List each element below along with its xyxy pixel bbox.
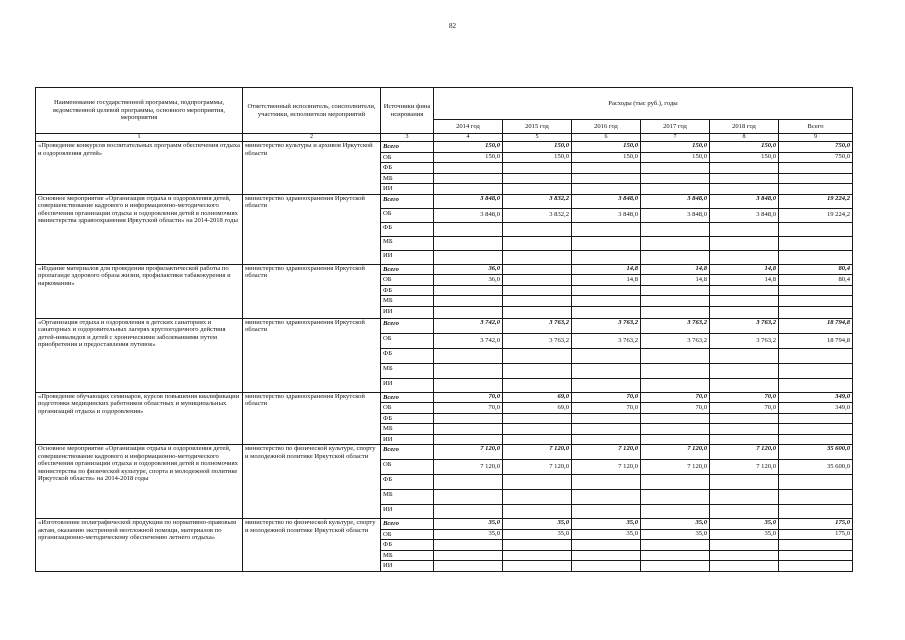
page-number: 82 — [449, 22, 456, 30]
year-value: 3 763,2 — [641, 333, 710, 348]
total-value — [779, 348, 853, 363]
year-value — [434, 540, 503, 551]
funding-source: ИИ — [381, 505, 434, 519]
year-value — [434, 236, 503, 250]
total-value: 750,0 — [779, 152, 853, 163]
year-value: 14,8 — [641, 275, 710, 286]
total-value: 750,0 — [779, 142, 853, 153]
total-value — [779, 378, 853, 392]
header-year: 2015 год — [503, 120, 572, 134]
executor-name: министерство здравоохранения Иркутской области — [243, 264, 381, 318]
year-value — [503, 490, 572, 505]
year-value: 3 763,2 — [710, 318, 779, 333]
year-value: 70,0 — [572, 392, 641, 403]
activity-name: Основное мероприятие «Организация отдыха и оздоровления детей, совершенствование кадрового и информационно-методического обеспечения организации отдыха и оздоровления детей в полномочиях министерства здравоохранения Иркутской области» на 2014-2018 годы — [36, 194, 243, 264]
funding-source: Всего — [381, 445, 434, 460]
column-number: 6 — [572, 134, 641, 142]
year-value: 35,0 — [434, 529, 503, 540]
activity-name: Основное мероприятие «Организация отдыха и оздоровления детей, совершенствование кадрового и информационно-методического обеспечения организации отдыха и оздоровления детей в полномочиях министерства по физической культуре, спорта и молодежной политике Иркутской области» на 2014-2018 годы — [36, 445, 243, 519]
year-value — [641, 475, 710, 490]
funding-source: МБ — [381, 424, 434, 435]
header-year: 2018 год — [710, 120, 779, 134]
funding-source: ФБ — [381, 285, 434, 296]
year-value — [572, 236, 641, 250]
year-value: 70,0 — [710, 392, 779, 403]
total-value: 80,4 — [779, 275, 853, 286]
year-value: 3 848,0 — [572, 194, 641, 208]
year-value: 14,8 — [572, 275, 641, 286]
funding-source: ИИ — [381, 434, 434, 445]
funding-source: ФБ — [381, 540, 434, 551]
total-value — [779, 434, 853, 445]
year-value — [641, 173, 710, 184]
executor-name: министерство по физической культуре, спорту и молодежной политике Иркутской области — [243, 445, 381, 519]
column-number: 3 — [381, 134, 434, 142]
year-value — [503, 306, 572, 318]
year-value: 7 120,0 — [434, 445, 503, 460]
funding-source: ФБ — [381, 163, 434, 174]
year-value: 150,0 — [710, 142, 779, 153]
year-value — [434, 250, 503, 264]
year-value: 35,0 — [572, 519, 641, 530]
total-value — [779, 173, 853, 184]
year-value — [503, 424, 572, 435]
total-value: 349,0 — [779, 392, 853, 403]
year-value: 7 120,0 — [503, 460, 572, 475]
year-value: 3 763,2 — [710, 333, 779, 348]
year-value: 14,8 — [572, 264, 641, 275]
column-number: 2 — [243, 134, 381, 142]
total-value — [779, 413, 853, 424]
year-value: 70,0 — [572, 403, 641, 414]
total-value: 35 600,0 — [779, 460, 853, 475]
total-value: 18 794,8 — [779, 318, 853, 333]
funding-source: МБ — [381, 296, 434, 307]
year-value — [503, 561, 572, 572]
header-source: Источники финансирования — [381, 88, 434, 134]
year-value — [434, 505, 503, 519]
year-value: 3 848,0 — [641, 194, 710, 208]
table-row — [36, 445, 853, 460]
total-value — [779, 296, 853, 307]
year-value — [503, 540, 572, 551]
total-value — [779, 561, 853, 572]
year-value: 150,0 — [572, 152, 641, 163]
year-value: 150,0 — [710, 152, 779, 163]
year-value — [572, 434, 641, 445]
year-value — [572, 561, 641, 572]
year-value: 70,0 — [710, 403, 779, 414]
year-value: 3 742,0 — [434, 318, 503, 333]
year-value: 35,0 — [572, 529, 641, 540]
year-value: 14,8 — [641, 264, 710, 275]
year-value — [641, 413, 710, 424]
year-value: 7 120,0 — [710, 460, 779, 475]
year-value — [572, 413, 641, 424]
year-value — [572, 475, 641, 490]
total-value — [779, 250, 853, 264]
year-value — [572, 348, 641, 363]
header-total: Всего — [779, 120, 853, 134]
executor-name: министерство здравоохранения Иркутской области — [243, 392, 381, 445]
year-value: 7 120,0 — [641, 460, 710, 475]
year-value: 36,0 — [434, 264, 503, 275]
year-value: 70,0 — [434, 403, 503, 414]
year-value — [434, 296, 503, 307]
activity-name: «Организация отдыха и оздоровления в детских санаториях и санаторных и оздоровительных лагерях круглогодичного действия детей-инвалидов и детей с хроническими заболеваниями путем приобретения и предоставления путевок» — [36, 318, 243, 392]
year-value: 3 848,0 — [434, 208, 503, 222]
year-value — [503, 173, 572, 184]
year-value — [503, 413, 572, 424]
year-value — [710, 236, 779, 250]
column-number: 4 — [434, 134, 503, 142]
total-value — [779, 490, 853, 505]
year-value — [503, 378, 572, 392]
year-value — [641, 184, 710, 195]
total-value: 175,0 — [779, 529, 853, 540]
year-value — [710, 540, 779, 551]
year-value — [710, 434, 779, 445]
total-value — [779, 163, 853, 174]
year-value — [710, 550, 779, 561]
year-value — [572, 222, 641, 236]
total-value: 80,4 — [779, 264, 853, 275]
funding-source: ОБ — [381, 333, 434, 348]
year-value — [434, 184, 503, 195]
year-value — [434, 550, 503, 561]
funding-source: Всего — [381, 264, 434, 275]
year-value — [434, 163, 503, 174]
year-value: 69,0 — [503, 392, 572, 403]
funding-source: ИИ — [381, 250, 434, 264]
total-value — [779, 550, 853, 561]
year-value — [641, 306, 710, 318]
year-value — [572, 285, 641, 296]
funding-source: МБ — [381, 490, 434, 505]
year-value — [710, 363, 779, 378]
funding-source: ФБ — [381, 348, 434, 363]
executor-name: министерство по физической культуре, спорту и молодежной политике Иркутской области — [243, 519, 381, 572]
year-value — [641, 250, 710, 264]
year-value — [710, 163, 779, 174]
year-value — [434, 306, 503, 318]
year-value — [710, 490, 779, 505]
year-value — [434, 490, 503, 505]
year-value — [503, 434, 572, 445]
executor-name: министерство здравоохранения Иркутской области — [243, 194, 381, 264]
header-expenses: Расходы (тыс руб.), годы — [434, 88, 853, 120]
year-value — [434, 378, 503, 392]
funding-source: ФБ — [381, 222, 434, 236]
year-value — [641, 222, 710, 236]
funding-source: ИИ — [381, 378, 434, 392]
year-value — [710, 561, 779, 572]
year-value — [641, 363, 710, 378]
year-value — [641, 378, 710, 392]
executor-name: министерство здравоохранения Иркутской области — [243, 318, 381, 392]
year-value — [503, 550, 572, 561]
year-value — [641, 540, 710, 551]
year-value — [710, 505, 779, 519]
header-name: Наименование государственной программы, подпрограммы, ведомственной целевой программы, основного мероприятия, мероприятия — [36, 88, 243, 134]
funding-source: Всего — [381, 194, 434, 208]
column-number: 9 — [779, 134, 853, 142]
funding-source: ОБ — [381, 275, 434, 286]
year-value — [641, 163, 710, 174]
header-year: 2014 год — [434, 120, 503, 134]
year-value — [572, 184, 641, 195]
year-value: 3 848,0 — [572, 208, 641, 222]
year-value — [572, 550, 641, 561]
year-value — [710, 348, 779, 363]
year-value — [434, 173, 503, 184]
funding-source: МБ — [381, 173, 434, 184]
year-value — [503, 250, 572, 264]
year-value: 35,0 — [434, 519, 503, 530]
table-row — [36, 519, 853, 530]
total-value: 19 224,2 — [779, 194, 853, 208]
year-value: 3 848,0 — [434, 194, 503, 208]
year-value: 35,0 — [503, 519, 572, 530]
year-value — [503, 264, 572, 275]
total-value — [779, 285, 853, 296]
year-value — [503, 348, 572, 363]
year-value — [434, 424, 503, 435]
table-row — [36, 264, 853, 275]
header-year: 2017 год — [641, 120, 710, 134]
total-value: 18 794,8 — [779, 333, 853, 348]
year-value — [641, 550, 710, 561]
funding-source: ОБ — [381, 460, 434, 475]
year-value: 7 120,0 — [434, 460, 503, 475]
total-value — [779, 424, 853, 435]
year-value: 35,0 — [710, 519, 779, 530]
funding-source: ИИ — [381, 561, 434, 572]
year-value: 35,0 — [503, 529, 572, 540]
budget-table — [35, 87, 853, 572]
year-value — [710, 250, 779, 264]
budget-table-body — [36, 142, 853, 572]
total-value — [779, 505, 853, 519]
year-value: 3 763,2 — [503, 318, 572, 333]
year-value — [710, 184, 779, 195]
table-row — [36, 142, 853, 153]
year-value — [434, 363, 503, 378]
activity-name: «Проведение обучающих семинаров, курсов повышения квалификации подготовки медицинских работников областных и муниципальных организаций отдыха и оздоровления» — [36, 392, 243, 445]
total-value — [779, 184, 853, 195]
year-value: 70,0 — [434, 392, 503, 403]
year-value: 150,0 — [572, 142, 641, 153]
year-value — [710, 285, 779, 296]
funding-source: ОБ — [381, 403, 434, 414]
year-value: 7 120,0 — [710, 445, 779, 460]
funding-source: Всего — [381, 318, 434, 333]
year-value — [434, 434, 503, 445]
funding-source: МБ — [381, 236, 434, 250]
year-value — [572, 363, 641, 378]
table-row — [36, 194, 853, 208]
year-value — [503, 363, 572, 378]
year-value — [710, 413, 779, 424]
total-value: 19 224,2 — [779, 208, 853, 222]
year-value: 70,0 — [641, 392, 710, 403]
table-row — [36, 318, 853, 333]
year-value — [641, 434, 710, 445]
activity-name: «Изготовление полиграфической продукции по нормативно-правовым актам, оказанию экстренной неотложной помощи, материалов по организационно-методическому обеспечению летнего отдыха» — [36, 519, 243, 572]
year-value: 35,0 — [641, 519, 710, 530]
funding-source: ФБ — [381, 475, 434, 490]
year-value — [503, 505, 572, 519]
year-value: 7 120,0 — [641, 445, 710, 460]
year-value — [572, 540, 641, 551]
year-value — [572, 378, 641, 392]
funding-source: ФБ — [381, 413, 434, 424]
funding-source: МБ — [381, 550, 434, 561]
column-number: 5 — [503, 134, 572, 142]
year-value — [434, 413, 503, 424]
year-value — [572, 250, 641, 264]
year-value: 14,8 — [710, 275, 779, 286]
year-value — [710, 378, 779, 392]
year-value — [572, 306, 641, 318]
year-value — [572, 173, 641, 184]
year-value — [641, 236, 710, 250]
year-value: 150,0 — [434, 152, 503, 163]
year-value: 7 120,0 — [572, 460, 641, 475]
year-value: 3 848,0 — [641, 208, 710, 222]
total-value — [779, 306, 853, 318]
year-value — [503, 184, 572, 195]
total-value — [779, 363, 853, 378]
year-value: 150,0 — [503, 142, 572, 153]
total-value — [779, 236, 853, 250]
total-value: 35 600,0 — [779, 445, 853, 460]
funding-source: Всего — [381, 519, 434, 530]
funding-source: ОБ — [381, 152, 434, 163]
column-number: 8 — [710, 134, 779, 142]
activity-name: «Издание материалов для проведения профилактической работы по пропаганде здорового образа жизни, профилактики табакокурения и наркомании» — [36, 264, 243, 318]
funding-source: ИИ — [381, 306, 434, 318]
year-value — [641, 424, 710, 435]
year-value: 3 763,2 — [503, 333, 572, 348]
header-executor: Ответственный исполнитель, соисполнители, участники, исполнители мероприятий — [243, 88, 381, 134]
total-value — [779, 475, 853, 490]
funding-source: ОБ — [381, 529, 434, 540]
year-value — [710, 173, 779, 184]
column-number: 7 — [641, 134, 710, 142]
funding-source: ОБ — [381, 208, 434, 222]
year-value — [434, 561, 503, 572]
year-value — [641, 490, 710, 505]
year-value — [572, 296, 641, 307]
year-value: 3 763,2 — [572, 318, 641, 333]
year-value: 14,8 — [710, 264, 779, 275]
year-value — [434, 222, 503, 236]
year-value: 150,0 — [641, 142, 710, 153]
year-value — [572, 424, 641, 435]
year-value — [503, 236, 572, 250]
year-value: 3 763,2 — [641, 318, 710, 333]
year-value — [641, 285, 710, 296]
year-value — [503, 285, 572, 296]
year-value — [572, 163, 641, 174]
year-value: 3 832,2 — [503, 194, 572, 208]
funding-source: ИИ — [381, 184, 434, 195]
year-value — [503, 296, 572, 307]
year-value: 35,0 — [710, 529, 779, 540]
year-value: 3 742,0 — [434, 333, 503, 348]
year-value: 150,0 — [434, 142, 503, 153]
year-value — [641, 561, 710, 572]
funding-source: МБ — [381, 363, 434, 378]
year-value: 150,0 — [503, 152, 572, 163]
year-value — [434, 285, 503, 296]
total-value — [779, 540, 853, 551]
executor-name: министерство культуры и архивов Иркутской области — [243, 142, 381, 195]
header-year: 2016 год — [572, 120, 641, 134]
year-value: 70,0 — [641, 403, 710, 414]
year-value: 35,0 — [641, 529, 710, 540]
year-value: 3 763,2 — [572, 333, 641, 348]
year-value: 3 832,2 — [503, 208, 572, 222]
year-value: 3 848,0 — [710, 194, 779, 208]
activity-name: «Проведение конкурсов воспитательных программ обеспечения отдыха и оздоровления детей» — [36, 142, 243, 195]
year-value — [710, 222, 779, 236]
total-value — [779, 222, 853, 236]
year-value — [710, 306, 779, 318]
year-value — [503, 163, 572, 174]
table-row — [36, 392, 853, 403]
year-value: 3 848,0 — [710, 208, 779, 222]
year-value — [503, 275, 572, 286]
year-value — [434, 348, 503, 363]
year-value: 69,0 — [503, 403, 572, 414]
year-value — [710, 475, 779, 490]
total-value: 349,0 — [779, 403, 853, 414]
funding-source: Всего — [381, 392, 434, 403]
year-value — [503, 222, 572, 236]
total-value: 175,0 — [779, 519, 853, 530]
year-value — [710, 296, 779, 307]
year-value: 150,0 — [641, 152, 710, 163]
year-value: 7 120,0 — [572, 445, 641, 460]
year-value — [572, 505, 641, 519]
year-value — [710, 424, 779, 435]
year-value — [434, 475, 503, 490]
year-value — [641, 505, 710, 519]
year-value: 36,0 — [434, 275, 503, 286]
funding-source: Всего — [381, 142, 434, 153]
year-value: 7 120,0 — [503, 445, 572, 460]
year-value — [641, 348, 710, 363]
year-value — [572, 490, 641, 505]
column-number: 1 — [36, 134, 243, 142]
year-value — [503, 475, 572, 490]
year-value — [641, 296, 710, 307]
